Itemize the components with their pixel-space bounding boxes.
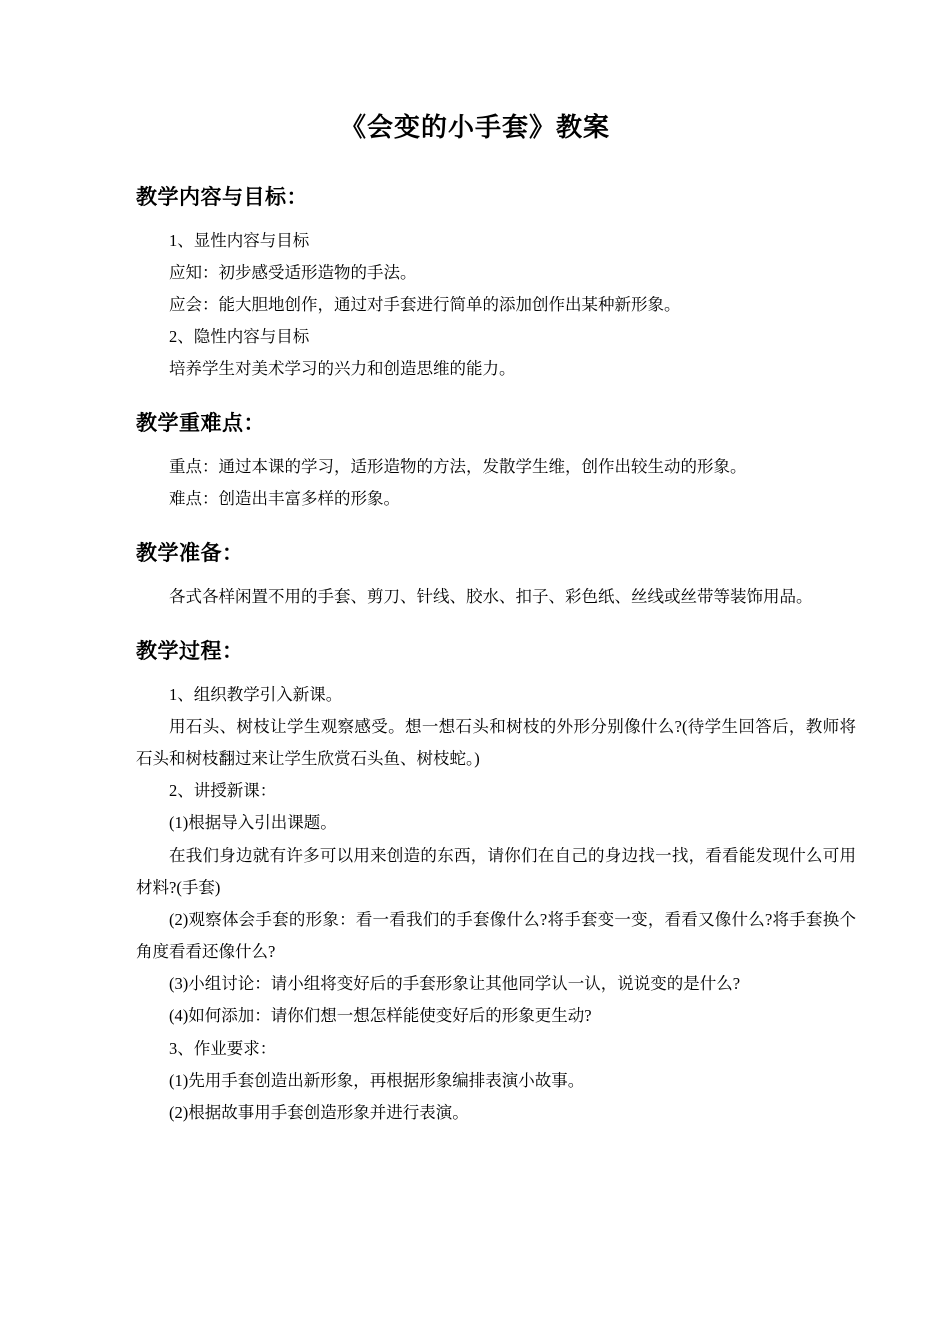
- section-heading: 教学重难点：: [136, 411, 265, 436]
- paragraph: (2)观察体会手套的形象：看一看我们的手套像什么?将手套变一变，看看又像什么?将手套换个角度看看还像什么?: [136, 909, 856, 962]
- paragraph: 培养学生对美术学习的兴力和创造思维的能力。: [169, 359, 516, 379]
- paragraph: 各式各样闲置不用的手套、剪刀、针线、胶水、扣子、彩色纸、丝线或丝带等装饰用品。: [169, 586, 813, 606]
- paragraph: 应知：初步感受适形造物的手法。: [169, 262, 417, 282]
- page-title: 《会变的小手套》教案: [339, 113, 610, 142]
- paragraph: 在我们身边就有许多可以用来创造的东西，请你们在自己的身边找一找，看看能发现什么可用材料?(手套): [136, 845, 856, 897]
- paragraph: 3、作业要求：: [169, 1038, 277, 1058]
- paragraph: 2、隐性内容与目标: [169, 327, 310, 347]
- paragraph: 难点：创造出丰富多样的形象。: [169, 489, 400, 509]
- paragraph: (3)小组讨论：请小组将变好后的手套形象让其他同学认一认，说说变的是什么?: [169, 974, 741, 994]
- paragraph: 用石头、树枝让学生观察感受。想一想石头和树枝的外形分别像什么?(待学生回答后，教师将石头和树枝翻过来让学生欣赏石头鱼、树枝蛇。): [136, 716, 856, 769]
- section-heading: 教学准备：: [136, 541, 244, 566]
- paragraph: (2)根据故事用手套创造形象并进行表演。: [169, 1102, 469, 1122]
- paragraph: 应会：能大胆地创作，通过对手套进行简单的添加创作出某种新形象。: [169, 294, 681, 314]
- section-teaching-content-goals: [92, 181, 858, 385]
- paragraph: (1)根据导入引出课题。: [169, 813, 337, 833]
- section-heading: 教学过程：: [136, 639, 244, 664]
- paragraph: (1)先用手套创造出新形象，再根据形象编排表演小故事。: [169, 1070, 585, 1090]
- paragraph: 1、组织教学引入新课。: [169, 684, 343, 704]
- paragraph: 重点：通过本课的学习，适形造物的方法，发散学生维，创作出较生动的形象。: [169, 457, 747, 477]
- paragraph: (4)如何添加：请你们想一想怎样能使变好后的形象更生动?: [169, 1006, 592, 1026]
- paragraph: 1、显性内容与目标: [169, 230, 310, 250]
- section-teaching-preparation: [92, 537, 858, 613]
- section-heading: 教学内容与目标：: [136, 185, 308, 209]
- paragraph: 2、讲授新课：: [169, 781, 277, 801]
- section-key-difficult-points: [92, 407, 858, 515]
- section-teaching-process: [92, 635, 858, 1129]
